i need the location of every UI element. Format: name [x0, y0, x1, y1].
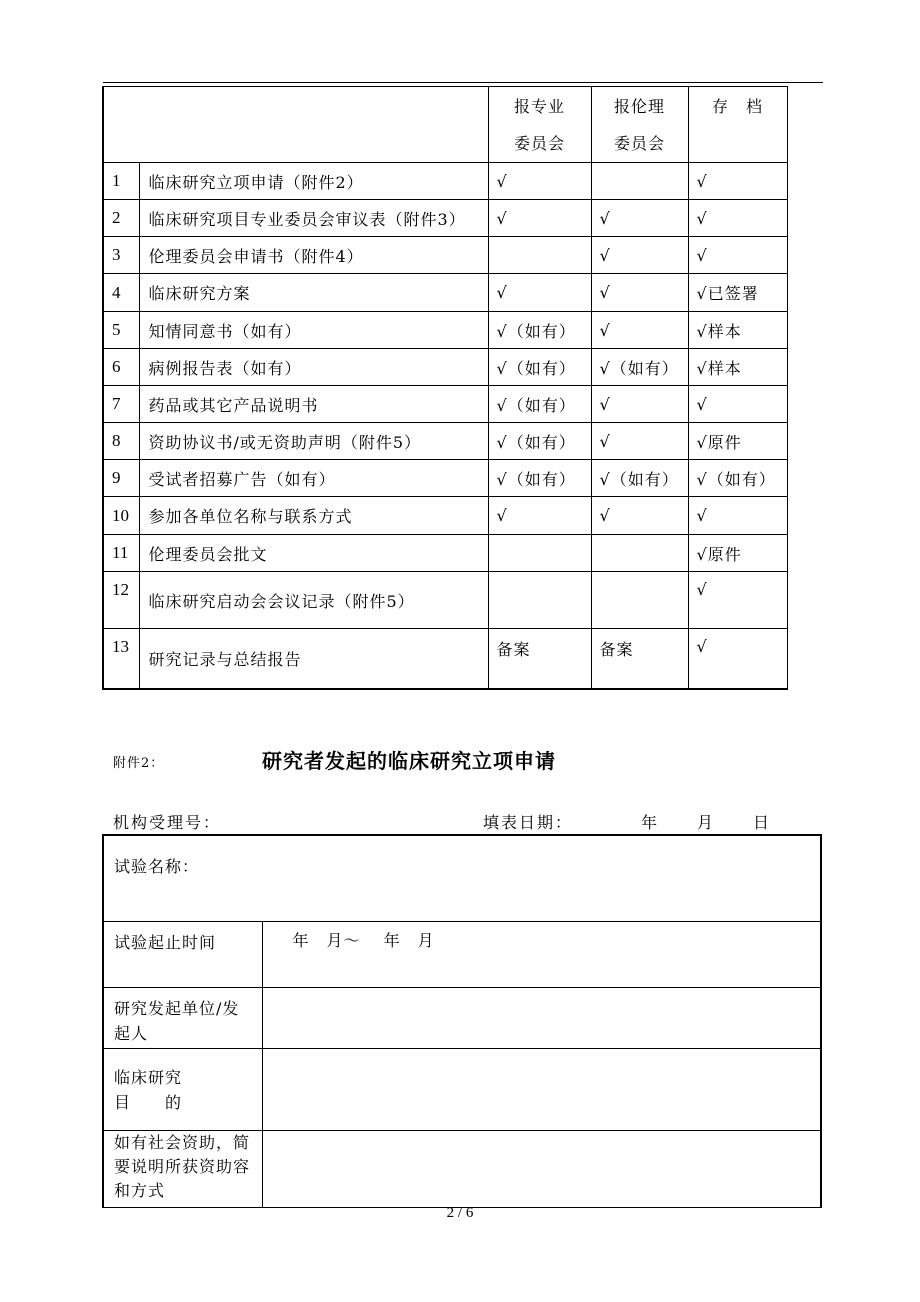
row-ethics-mark: √ [591, 200, 688, 237]
header-professional-committee: 报专业 委员会 [488, 87, 591, 163]
page-number: 2 / 6 [446, 1205, 474, 1221]
funding-label: 如有社会资助，简要说明所获资助容和方式 [103, 1130, 262, 1207]
row-professional-mark: √（如有） [488, 423, 591, 460]
row-professional-mark: √（如有） [488, 386, 591, 423]
trial-name-label: 试验名称： [103, 835, 821, 921]
row-professional-mark: √ [488, 274, 591, 312]
initiator-row [103, 987, 821, 1048]
table-header-row [103, 87, 787, 163]
row-archive-mark: √ [688, 237, 787, 274]
row-ethics-mark: √ [591, 274, 688, 312]
purpose-value [262, 1048, 821, 1130]
table-row [103, 163, 787, 200]
attachment-label: 附件2： [113, 756, 165, 771]
table-row [103, 423, 787, 460]
row-professional-mark: √（如有） [488, 460, 591, 497]
row-number: 11 [103, 535, 139, 572]
row-ethics-mark: √ [591, 237, 688, 274]
row-number: 9 [103, 460, 139, 497]
page-top-rule [103, 82, 823, 83]
row-ethics-mark [591, 163, 688, 200]
acceptance-number-label: 机构受理号： [113, 813, 222, 832]
initiator-value [262, 987, 821, 1048]
funding-row [103, 1130, 821, 1207]
row-item: 受试者招募广告（如有） [139, 460, 488, 497]
row-ethics-mark: √ [591, 423, 688, 460]
row-item: 参加各单位名称与联系方式 [139, 497, 488, 535]
header-blank-cell [103, 87, 488, 163]
row-item: 病例报告表（如有） [139, 349, 488, 386]
row-number: 1 [103, 163, 139, 200]
table-row [103, 572, 787, 629]
submission-documents-table [102, 86, 788, 690]
row-archive-mark: √ [688, 163, 787, 200]
funding-value [262, 1130, 821, 1207]
row-ethics-mark [591, 535, 688, 572]
row-ethics-mark: √ [591, 312, 688, 349]
row-number: 5 [103, 312, 139, 349]
row-item: 临床研究方案 [139, 274, 488, 312]
table-row [103, 535, 787, 572]
purpose-label: 临床研究 目 的 [103, 1048, 262, 1130]
row-number: 4 [103, 274, 139, 312]
row-number: 8 [103, 423, 139, 460]
table-row [103, 497, 787, 535]
date-month: 月 [697, 813, 716, 832]
row-archive-mark: √样本 [688, 312, 787, 349]
row-ethics-mark: √（如有） [591, 460, 688, 497]
row-professional-mark: 备案 [488, 629, 591, 689]
row-professional-mark: √ [488, 497, 591, 535]
row-archive-mark: √样本 [688, 349, 787, 386]
table-row [103, 386, 787, 423]
row-ethics-mark: √ [591, 386, 688, 423]
table-row [103, 460, 787, 497]
row-professional-mark [488, 572, 591, 629]
row-archive-mark: √ [688, 497, 787, 535]
row-item: 伦理委员会申请书（附件4） [139, 237, 488, 274]
row-archive-mark: √已签署 [688, 274, 787, 312]
trial-name-row [103, 835, 821, 921]
row-item: 临床研究启动会会议记录（附件5） [139, 572, 488, 629]
date-day: 日 [753, 813, 772, 832]
row-professional-mark [488, 535, 591, 572]
initiator-label: 研究发起单位/发起人 [103, 987, 262, 1048]
row-item: 临床研究立项申请（附件2） [139, 163, 488, 200]
row-professional-mark: √ [488, 163, 591, 200]
row-number: 7 [103, 386, 139, 423]
form-title: 研究者发起的临床研究立项申请 [262, 749, 556, 773]
row-item: 资助协议书/或无资助声明（附件5） [139, 423, 488, 460]
table-row [103, 629, 787, 689]
purpose-row [103, 1048, 821, 1130]
table-row [103, 349, 787, 386]
trial-period-label: 试验起止时间 [103, 921, 262, 987]
row-ethics-mark [591, 572, 688, 629]
row-ethics-mark: √ [591, 497, 688, 535]
table-row [103, 237, 787, 274]
row-archive-mark: √原件 [688, 535, 787, 572]
fill-date-label: 填表日期： [483, 813, 574, 832]
row-archive-mark: √（如有） [688, 460, 787, 497]
row-number: 2 [103, 200, 139, 237]
row-archive-mark: √ [688, 629, 787, 689]
row-number: 3 [103, 237, 139, 274]
row-ethics-mark: √（如有） [591, 349, 688, 386]
header-archive: 存 档 [688, 87, 787, 163]
row-archive-mark: √ [688, 572, 787, 629]
row-ethics-mark: 备案 [591, 629, 688, 689]
row-archive-mark: √ [688, 200, 787, 237]
table-row [103, 312, 787, 349]
date-year: 年 [641, 813, 660, 832]
row-item: 研究记录与总结报告 [139, 629, 488, 689]
row-professional-mark: √ [488, 200, 591, 237]
application-form-table [102, 834, 822, 1208]
row-number: 6 [103, 349, 139, 386]
header-ethics-committee: 报伦理 委员会 [591, 87, 688, 163]
row-archive-mark: √原件 [688, 423, 787, 460]
table-row [103, 200, 787, 237]
row-number: 10 [103, 497, 139, 535]
row-item: 临床研究项目专业委员会审议表（附件3） [139, 200, 488, 237]
row-item: 知情同意书（如有） [139, 312, 488, 349]
row-archive-mark: √ [688, 386, 787, 423]
table-row [103, 274, 787, 312]
row-number: 12 [103, 572, 139, 629]
trial-period-value: 年 月～ 年 月 [262, 921, 821, 987]
row-professional-mark: √（如有） [488, 349, 591, 386]
row-item: 药品或其它产品说明书 [139, 386, 488, 423]
row-item: 伦理委员会批文 [139, 535, 488, 572]
row-professional-mark: √（如有） [488, 312, 591, 349]
row-number: 13 [103, 629, 139, 689]
trial-period-row [103, 921, 821, 987]
row-professional-mark [488, 237, 591, 274]
